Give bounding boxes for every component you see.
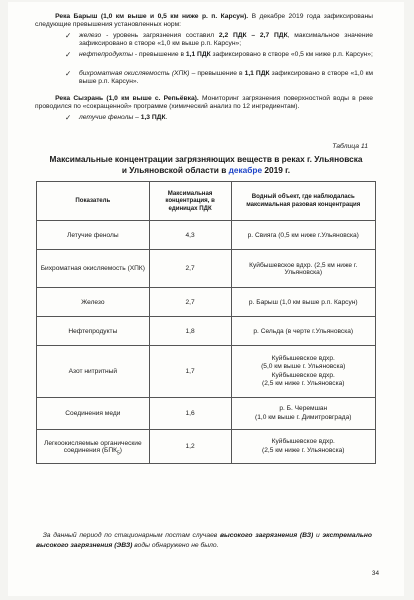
table-row: Легкоокисляемые органические соединения $(БПК_5)$ 1,2 Куйбышевское вдхр. (2,5 км ниже г. Ульяновска) [37,430,376,464]
table-row: Летучие фенолы 4,3 р. Свияга (0,5 км ниже г.Ульяновска) [37,221,376,250]
header-indicator: Показатель [37,182,150,221]
checkmark-icon: ✓ [65,31,72,40]
table-title: Максимальные концентрации загрязняющих веществ в реках г. Ульяновска и Ульяновской области в декабре 2019 г. [49,154,363,175]
barysh-intro: В декабре 2019 года зафиксированы следующие превышения установленных норм: [35,13,373,29]
barysh-paragraph [35,13,373,30]
pollutants-table [36,181,376,464]
page-number: 34 [371,570,379,577]
syzran-heading: Река Сызрань (1,0 км выше с. Репьёвка). [55,95,199,102]
table-row: Бихроматная окисляемость (ХПК) 2,7 Куйбышевское вдхр. (2,5 км ниже г. Ульяновска) [37,250,376,288]
syzran-intro: Мониторинг загрязнения поверхностной воды в реке проводился по «сокращенной» программе (химический анализ по 12 ингредиентам). [35,95,374,111]
checkmark-icon: ✓ [65,113,72,122]
checkmark-icon: ✓ [65,50,72,59]
document-page: Река Барыш (1,0 км выше и 0,5 км ниже р. п. Карсун). В декабре 2019 года зафиксированы следующие превышения установленных норм: ✓ железо - уровень загрязнения составил 2,2 ПДК – 2,7 ПДК, максимальное значение зафиксировано в створе «1,0 км выше р.п. Карсун»; ✓ нефтепродукты - превышение в 1,1 ПДК зафиксировано в створе «0,5 км ниже р.п. Карсун»; ✓ бихроматная окисляемость (ХПК) – превышение в 1,1 ПДК зафиксировано в створе «1,0 км выше р.п. Карсун». Река Сызрань (1,0 км выше с. Репьёвка). Мониторинг загрязнения поверхностной воды в реке проводился по «сокращенной» программе (химический анализ по 12 ингредиентам). ✓ летучие фенолы – 1,3 ПДК. Таблица 11 Максимальные концентрации загрязняющих веществ в реках г. Ульяновска и Ульяновской области в декабре 2019 г. Показатель Максимальная концентрация, в единицах ПДК Водный объект, где наблюдалась максимальная разовая концентрация Летучие фенолы 4,3 р. Свияга (0,5 км ниже г.Ульяновска) Бихроматная окисляемость (ХПК) 2,7 Куйбышевское вдхр. (2,5 км ниже г. Ульяновска) Железо 2,7 р. Барыш (1,0 км выше р.п. Карсун) Нефтепродукты 1,8 р. Сельда (в черте г.Ульяновска) Азот нитритный 1,7 Куйбышевское вдхр. (5,0 км выше г. Ульяновска) Куйбышевское вдхр. (2,5 км ниже г. Ульяновска) Соединения меди 1,6 р. Б. Черемшан (1,0 км выше г. Димитровграда) Легкоокисляемые органические соединения $(БПК_5)$ 1,2 Куйбышевское вдхр. (2,5 км ниже г. Ульяновска) За данный период по стационарным постам случаев высокого загрязнения (ВЗ) и экстремально высокого загрязнения (ЭВЗ) воды обнаружено не было. 34 [8,2,404,596]
table-row: Нефтепродукты 1,8 р. Сельда (в черте г.Ульяновска) [37,317,376,346]
header-water-body: Водный объект, где наблюдалась максимальная разовая концентрация [231,182,376,221]
table-header-row [37,182,376,221]
checkmark-icon: ✓ [65,69,72,78]
table-row: Соединения меди 1,6 р. Б. Черемшан (1,0 км выше г. Димитровграда) [37,398,376,430]
barysh-heading: Река Барыш (1,0 км выше и 0,5 км ниже р. п. Карсун). [55,13,249,20]
header-max-conc: Максимальная концентрация, в единицах ПДК [149,182,231,221]
table-row: Азот нитритный 1,7 Куйбышевское вдхр. (5,0 км выше г. Ульяновска) Куйбышевское вдхр. (2,5 км ниже г. Ульяновска) [37,346,376,398]
table-row: Железо 2,7 р. Барыш (1,0 км выше р.п. Карсун) [37,288,376,317]
footer-note: За данный период по стационарным постам случаев высокого загрязнения (ВЗ) и экстремально высокого загрязнения (ЭВЗ) воды обнаружено не было. [36,532,372,549]
table-title-month: декабре [228,165,263,175]
table-caption: Таблица 11 [332,143,368,150]
syzran-paragraph [35,95,373,112]
